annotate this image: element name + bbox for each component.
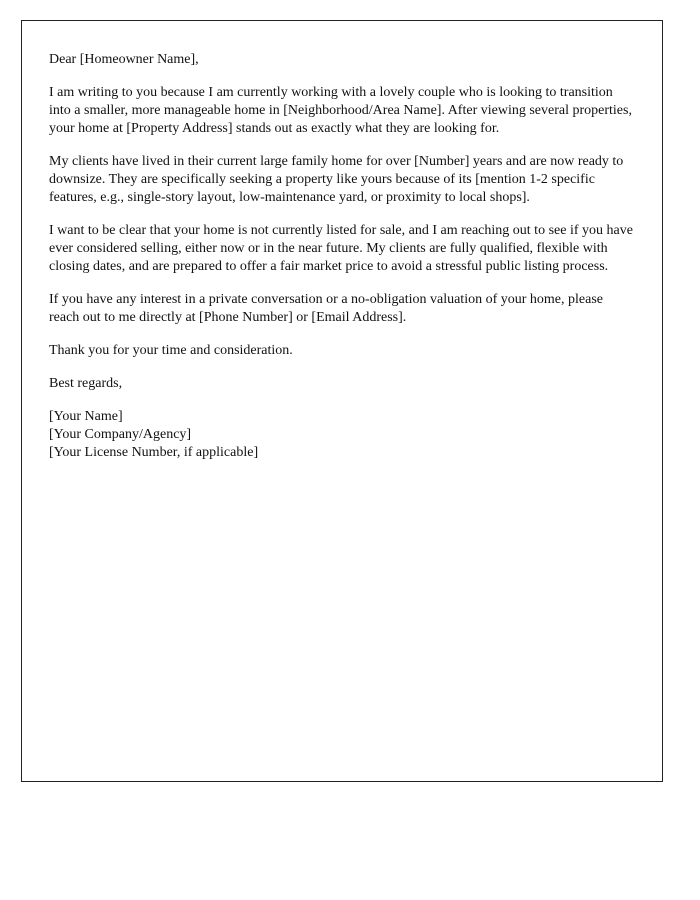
letter-body xyxy=(49,51,634,462)
letter-paragraph: If you have any interest in a private conversation or a no-obligation valuation of your home, please reach out to me directly at [Phone Number] or [Email Address]. xyxy=(49,292,603,325)
letter-page xyxy=(21,20,663,782)
closing: Best regards, xyxy=(49,376,123,391)
letter-paragraph: I want to be clear that your home is not currently listed for sale, and I am reaching out to see if you have ever considered selling, either now or in the near future. My clients are fully qualified, flexible with closing dates, and are prepared to offer a fair market price to avoid a stressful public listing process. xyxy=(49,223,633,274)
signature-block xyxy=(49,408,634,462)
letter-paragraph: My clients have lived in their current large family home for over [Number] years and are now ready to downsize. They are specifically seeking a property like yours because of its [mention 1-2 specific features, e.g., single-story layout, low-maintenance yard, or proximity to local shops]. xyxy=(49,154,624,205)
signature-line: [Your License Number, if applicable] xyxy=(49,445,259,460)
letter-paragraph: I am writing to you because I am currently working with a lovely couple who is looking to transition into a smaller, more manageable home in [Neighborhood/Area Name]. After viewing several properties, your home at [Property Address] stands out as exactly what they are looking for. xyxy=(49,85,632,136)
salutation: Dear [Homeowner Name], xyxy=(49,52,199,67)
signature-line: [Your Name] xyxy=(49,409,123,424)
letter-paragraph: Thank you for your time and consideration. xyxy=(49,343,293,358)
signature-line: [Your Company/Agency] xyxy=(49,427,192,442)
